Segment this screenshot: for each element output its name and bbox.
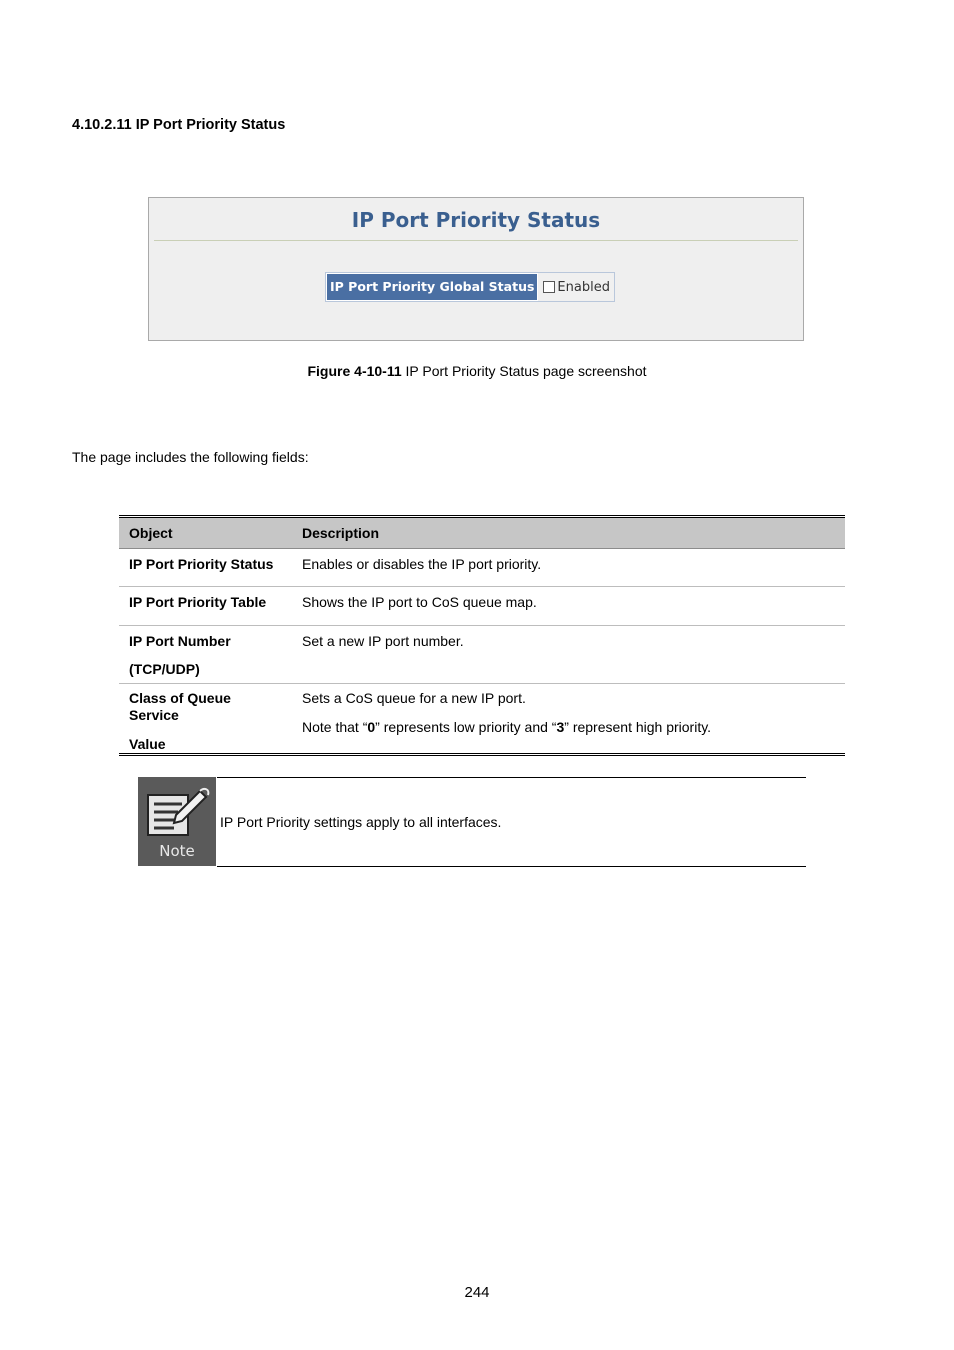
note-icon-label: Note: [159, 842, 195, 860]
figure-label: Figure 4-10-11: [307, 363, 402, 379]
table-row: [119, 587, 845, 626]
note-text-part: ” represent high priority.: [564, 719, 712, 735]
high-priority-value: 3: [556, 719, 565, 735]
object-line: (TCP/UDP): [129, 661, 200, 677]
note-text-part: Note that “: [302, 719, 368, 735]
priority-note-line: [302, 719, 835, 736]
note-text: IP Port Priority settings apply to all interfaces.: [220, 814, 502, 830]
object-line: IP Port Number: [129, 633, 231, 649]
screenshot-page-title: IP Port Priority Status: [351, 208, 601, 232]
global-status-row: [325, 272, 615, 302]
enabled-checkbox[interactable]: [543, 281, 555, 293]
description-cell: [292, 684, 845, 754]
ui-screenshot-panel: [148, 197, 804, 341]
column-header-object: Object: [119, 518, 292, 549]
description-cell: Shows the IP port to CoS queue map.: [292, 587, 845, 626]
object-cell: IP Port Priority Table: [119, 587, 292, 626]
note-top-rule: [217, 777, 806, 778]
object-cell: IP Port Priority Status: [119, 549, 292, 587]
figure-caption-text: IP Port Priority Status page screenshot: [401, 363, 647, 379]
intro-paragraph: The page includes the following fields:: [72, 449, 309, 465]
column-header-description: Description: [292, 518, 845, 549]
enabled-checkbox-label: Enabled: [557, 279, 610, 295]
low-priority-value: 0: [367, 719, 376, 735]
object-cell: [119, 626, 292, 684]
object-cell: [119, 684, 292, 754]
table-row: [119, 626, 845, 684]
note-icon: [138, 777, 216, 866]
page-number: 244: [464, 1284, 490, 1301]
screenshot-divider: [154, 240, 798, 241]
note-bottom-rule: [217, 866, 806, 867]
object-line: Value: [129, 736, 166, 752]
global-status-control[interactable]: [538, 273, 614, 301]
section-heading: 4.10.2.11 IP Port Priority Status: [72, 117, 286, 133]
object-line: Class of Queue Service: [129, 690, 231, 723]
description-line: Sets a CoS queue for a new IP port.: [302, 690, 526, 706]
global-status-label: IP Port Priority Global Status: [326, 273, 538, 301]
fields-table: [119, 515, 845, 756]
figure-caption: [0, 363, 954, 379]
table-row: [119, 549, 845, 587]
note-text-part: ” represents low priority and “: [375, 719, 557, 735]
description-cell: Set a new IP port number.: [292, 626, 845, 684]
description-cell: Enables or disables the IP port priority.: [292, 549, 845, 587]
table-row: [119, 684, 845, 754]
